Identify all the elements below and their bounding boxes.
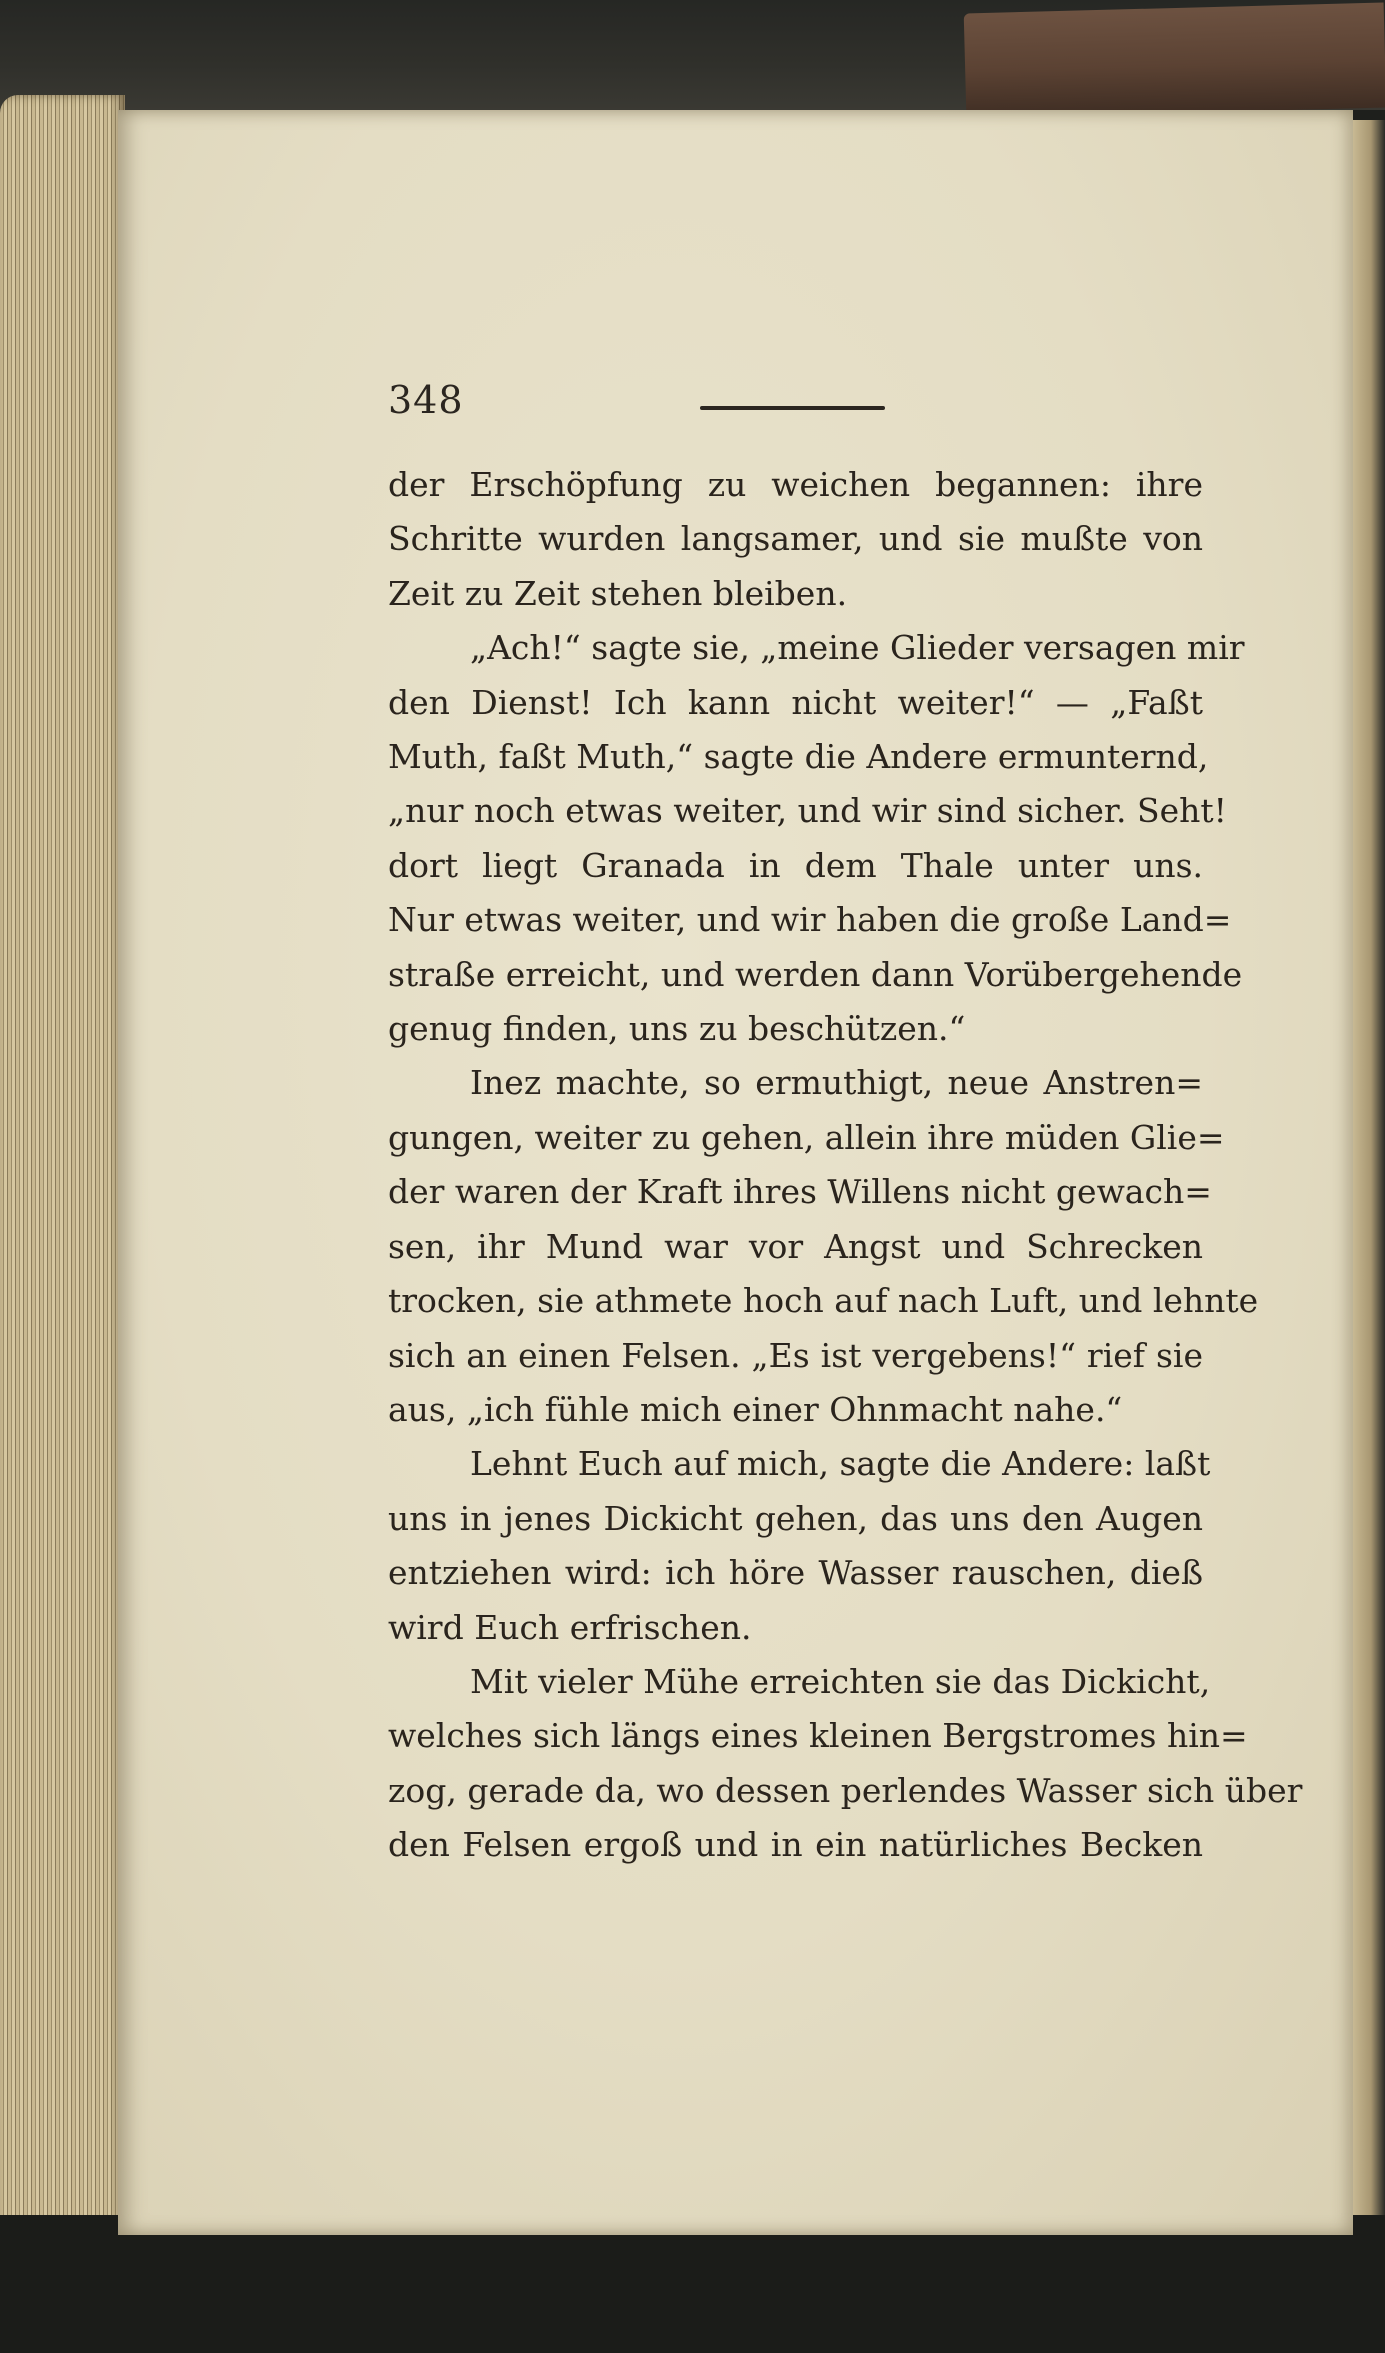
text-line: wird Euch erfrischen. [388, 1607, 752, 1647]
page-number: 348 [388, 378, 464, 422]
text-line: Muth, faßt Muth,“ sagte die Andere ermunternd, [388, 737, 1209, 777]
text-line: „nur noch etwas weiter, und wir sind sicher. Seht! [388, 791, 1227, 831]
text-line: straße erreicht, und werden dann Vorübergehende [388, 954, 1243, 994]
text-line: Nur etwas weiter, und wir haben die große Land= [388, 900, 1232, 940]
text-line: der waren der Kraft ihres Willens nicht gewach= [388, 1172, 1212, 1212]
leather-binding-fragment [964, 3, 1385, 119]
body-text [388, 458, 1303, 1873]
header-rule [700, 406, 885, 410]
text-line: welches sich längs eines kleinen Bergstromes hin= [388, 1716, 1248, 1756]
text-line: Lehnt Euch auf mich, sagte die Andere: laßt [470, 1444, 1211, 1484]
text-line: Inez machte, so ermuthigt, neue Anstren= [470, 1063, 1203, 1103]
text-line: dort liegt Granada in dem Thale unter uns. [388, 845, 1203, 885]
text-line: gungen, weiter zu gehen, allein ihre müden Glie= [388, 1117, 1225, 1157]
text-line: trocken, sie athmete hoch auf nach Luft, und lehnte [388, 1281, 1259, 1321]
text-line: „Ach!“ sagte sie, „meine Glieder versagen mir [470, 628, 1245, 668]
text-line: Mit vieler Mühe erreichten sie das Dickicht, [470, 1661, 1211, 1701]
page-right-edge [1350, 120, 1385, 2230]
text-line: zog, gerade da, wo dessen perlendes Wasser sich über [388, 1770, 1303, 1810]
text-line: aus, „ich fühle mich einer Ohnmacht nahe.“ [388, 1389, 1123, 1429]
text-line: Schritte wurden langsamer, und sie mußte von [388, 519, 1203, 559]
text-line: genug finden, uns zu beschützen.“ [388, 1009, 966, 1049]
text-line: Zeit zu Zeit stehen bleiben. [388, 573, 848, 613]
text-line: den Dienst! Ich kann nicht weiter!“ — „Faßt [388, 682, 1203, 722]
text-line: uns in jenes Dickicht gehen, das uns den Augen [388, 1498, 1203, 1538]
running-header [388, 378, 908, 428]
text-line: den Felsen ergoß und in ein natürliches Becken [388, 1825, 1203, 1865]
text-line: entziehen wird: ich höre Wasser rauschen, dieß [388, 1553, 1203, 1593]
book-bottom-board [0, 2215, 1385, 2353]
text-line: sen, ihr Mund war vor Angst und Schrecken [388, 1226, 1203, 1266]
text-line: der Erschöpfung zu weichen begannen: ihre [388, 465, 1203, 504]
page-edges-stack [0, 95, 125, 2235]
text-line: sich an einen Felsen. „Es ist vergebens!“ rief sie [388, 1335, 1203, 1375]
